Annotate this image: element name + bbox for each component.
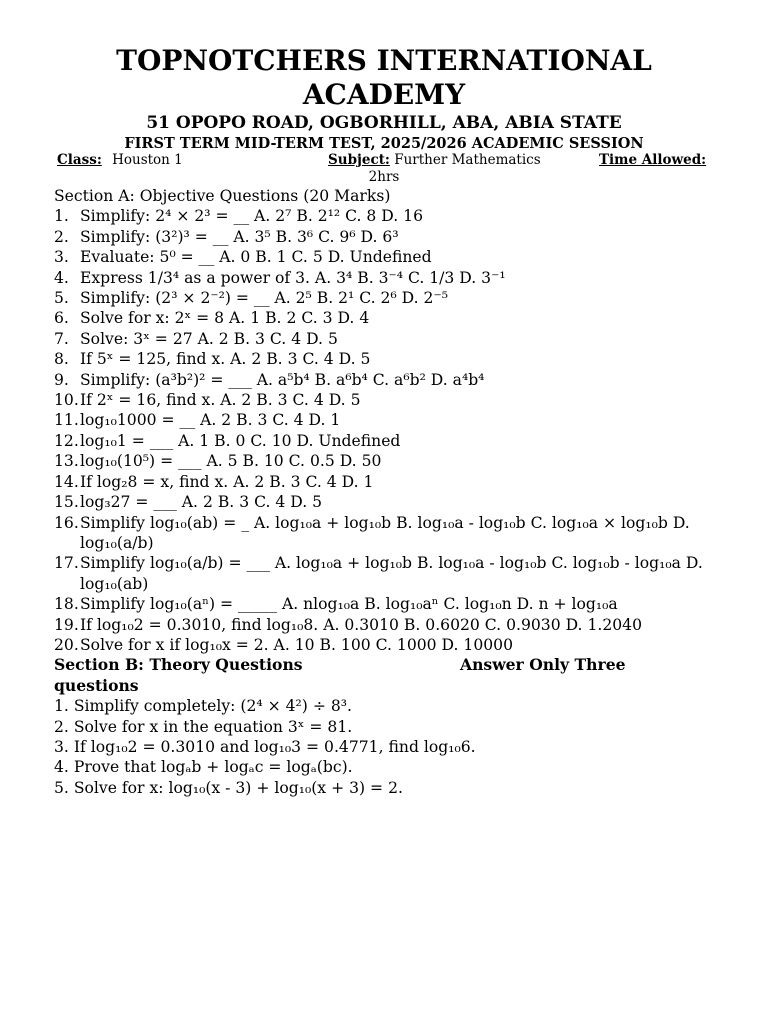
- question-text: Simplify: (3²)³ = __ A. 3⁵ B. 3⁶ C. 9⁶ D. 6³: [80, 227, 399, 246]
- question-text: Evaluate: 5⁰ = __ A. 0 B. 1 C. 5 D. Undefined: [80, 248, 432, 267]
- theory-question: 2. Solve for x in the equation 3ˣ = 81.: [54, 717, 353, 736]
- question-text: Simplify: 2⁴ × 2³ = __ A. 2⁷ B. 2¹² C. 8 D. 16: [80, 207, 423, 226]
- section-b-instruction-cont: questions: [54, 675, 139, 695]
- question-text: If 2ˣ = 16, find x. A. 2 B. 3 C. 4 D. 5: [80, 391, 361, 410]
- question-text: Solve for x if log₁₀x = 2. A. 10 B. 100 C. 1000 D. 10000: [80, 635, 514, 654]
- objective-question: [54, 370, 724, 390]
- theory-question: 5. Solve for x: log₁₀(x - 3) + log₁₀(x + 3) = 2.: [54, 778, 403, 797]
- section-a-title: Section A: Objective Questions (20 Marks): [54, 187, 391, 205]
- theory-questions-list: [54, 696, 724, 798]
- question-text: Simplify: (a³b²)² = ___ A. a⁵b⁴ B. a⁶b⁴ C. a⁶b² D. a⁴b⁴: [80, 370, 485, 389]
- subject-label: Subject:: [328, 152, 390, 168]
- objective-question: [54, 247, 724, 267]
- question-number: 8.: [54, 350, 69, 369]
- time-info: [599, 152, 706, 169]
- question-text: Solve for x: 2ˣ = 8 A. 1 B. 2 C. 3 D. 4: [80, 309, 370, 328]
- question-number: 7.: [54, 329, 69, 348]
- question-number: 18.: [54, 595, 79, 614]
- school-address: 51 OPOPO ROAD, OGBORHILL, ABA, ABIA STATE: [146, 113, 622, 133]
- question-number: 12.: [54, 431, 79, 450]
- question-number: 16.: [54, 513, 79, 532]
- section-b-instruction: Answer Only Three: [460, 655, 626, 675]
- objective-question: [54, 635, 724, 655]
- objective-question: [54, 615, 724, 635]
- question-number: 10.: [54, 391, 79, 410]
- question-number: 17.: [54, 554, 79, 573]
- question-text: log₁₀1000 = __ A. 2 B. 3 C. 4 D. 1: [80, 411, 341, 430]
- question-number: 14.: [54, 472, 79, 491]
- question-text: Simplify log₁₀(aⁿ) = _____ A. nlog₁₀a B. log₁₀aⁿ C. log₁₀n D. n + log₁₀a: [80, 595, 618, 614]
- objective-question: [54, 308, 724, 328]
- question-number: 1.: [54, 207, 69, 226]
- class-info: [57, 152, 183, 169]
- theory-question: 3. If log₁₀2 = 0.3010 and log₁₀3 = 0.4771, find log₁₀6.: [54, 737, 476, 756]
- time-value: 2hrs: [368, 169, 400, 185]
- objective-question: [54, 594, 724, 614]
- time-label: Time Allowed:: [599, 152, 707, 168]
- question-text: If log₁₀2 = 0.3010, find log₁₀8. A. 0.3010 B. 0.6020 C. 0.9030 D. 1.2040: [80, 615, 643, 634]
- objective-question: [54, 349, 724, 369]
- theory-question: 1. Simplify completely: (2⁴ × 4²) ÷ 8³.: [54, 697, 352, 716]
- question-number: 19.: [54, 615, 79, 634]
- question-number: 11.: [54, 411, 79, 430]
- question-text: Simplify log₁₀(ab) = _ A. log₁₀a + log₁₀b B. log₁₀a - log₁₀b C. log₁₀a × log₁₀b D. log₁₀(a/b): [80, 513, 690, 552]
- question-number: 4.: [54, 268, 69, 287]
- objective-question: [54, 410, 724, 430]
- question-number: 20.: [54, 635, 79, 654]
- exam-content: [54, 186, 724, 798]
- question-number: 3.: [54, 248, 69, 267]
- question-number: 5.: [54, 289, 69, 308]
- objective-question: [54, 472, 724, 492]
- question-number: 6.: [54, 309, 69, 328]
- question-text: Solve: 3ˣ = 27 A. 2 B. 3 C. 4 D. 5: [80, 329, 338, 348]
- objective-question: [54, 227, 724, 247]
- question-text: log₁₀(10⁵) = ___ A. 5 B. 10 C. 0.5 D. 50: [80, 452, 382, 471]
- section-b-title: [54, 655, 724, 675]
- objective-question: [54, 513, 724, 554]
- objective-question: [54, 492, 724, 512]
- question-number: 15.: [54, 493, 79, 512]
- question-number: 13.: [54, 452, 79, 471]
- question-number: 2.: [54, 227, 69, 246]
- objective-questions-list: [54, 206, 724, 655]
- objective-question: [54, 431, 724, 451]
- objective-question: [54, 553, 724, 594]
- question-text: Express 1/3⁴ as a power of 3. A. 3⁴ B. 3⁻⁴ C. 1/3 D. 3⁻¹: [80, 268, 506, 287]
- question-text: Simplify: (2³ × 2⁻²) = __ A. 2⁵ B. 2¹ C. 2⁶ D. 2⁻⁵: [80, 289, 448, 308]
- question-text: If 5ˣ = 125, find x. A. 2 B. 3 C. 4 D. 5: [80, 350, 371, 369]
- section-b-title-text: Section B: Theory Questions: [54, 655, 303, 675]
- question-text: log₁₀1 = ___ A. 1 B. 0 C. 10 D. Undefined: [80, 431, 401, 450]
- objective-question: [54, 451, 724, 471]
- school-name: TOPNOTCHERS INTERNATIONAL ACADEMY: [116, 44, 652, 111]
- question-text: Simplify log₁₀(a/b) = ___ A. log₁₀a + log₁₀b B. log₁₀a - log₁₀b C. log₁₀b - log₁₀a D. log₁₀(ab): [80, 554, 703, 593]
- subject-info: [328, 152, 541, 169]
- subject-value: Further Mathematics: [394, 152, 541, 168]
- test-title: FIRST TERM MID-TERM TEST, 2025/2026 ACADEMIC SESSION: [124, 135, 644, 152]
- objective-question: [54, 268, 724, 288]
- objective-question: [54, 390, 724, 410]
- objective-question: [54, 206, 724, 226]
- question-text: If log₂8 = x, find x. A. 2 B. 3 C. 4 D. 1: [80, 472, 374, 491]
- question-text: log₃27 = ___ A. 2 B. 3 C. 4 D. 5: [80, 493, 323, 512]
- objective-question: [54, 329, 724, 349]
- objective-question: [54, 288, 724, 308]
- class-label: Class:: [57, 152, 102, 168]
- class-value: Houston 1: [112, 152, 183, 168]
- question-number: 9.: [54, 370, 69, 389]
- theory-question: 4. Prove that logₐb + logₐc = logₐ(bc).: [54, 758, 353, 777]
